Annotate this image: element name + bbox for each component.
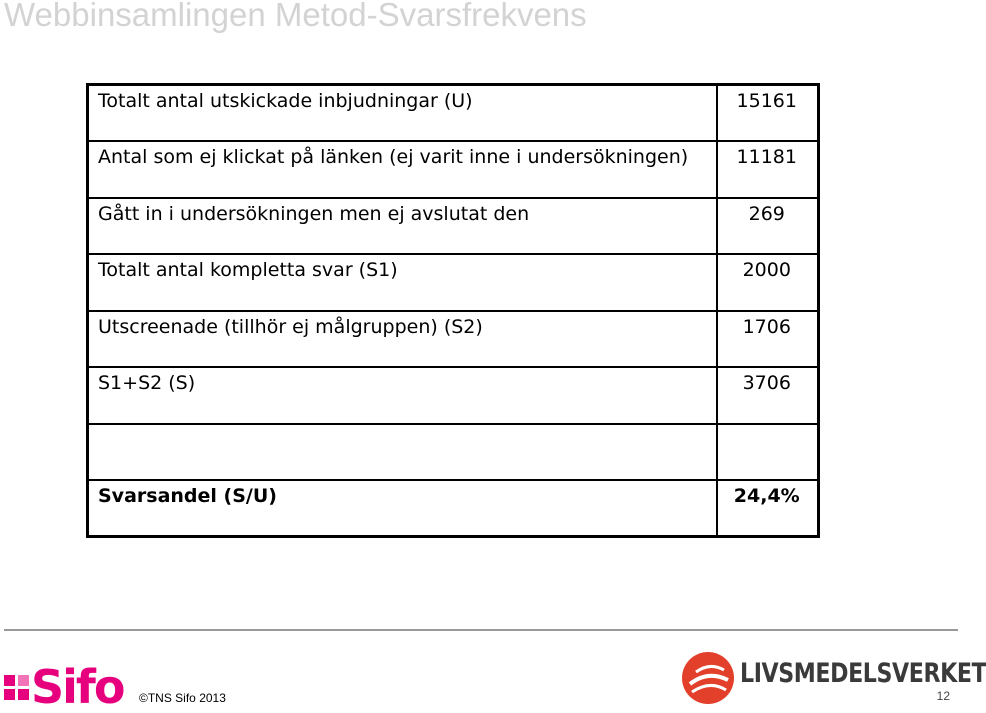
slide-title: Webbinsamlingen Metod-Svarsfrekvens <box>4 0 587 33</box>
table-row <box>88 198 819 255</box>
row-label: S1+S2 (S) <box>88 367 717 424</box>
row-label: Svarsandel (S/U) <box>88 480 717 537</box>
livsmedelsverket-logo-text: LIVSMEDELSVERKET <box>740 658 986 689</box>
table-row <box>88 254 819 311</box>
sifo-logo-text: Sifo <box>31 660 124 713</box>
row-label: Utscreenade (tillhör ej målgruppen) (S2) <box>88 311 717 368</box>
row-label <box>88 424 717 481</box>
table-row <box>88 311 819 368</box>
table-row <box>88 367 819 424</box>
response-rate-table <box>86 83 820 538</box>
table-row <box>88 85 819 142</box>
row-label: Gått in i undersökningen men ej avslutat den <box>88 198 717 255</box>
row-label: Totalt antal utskickade inbjudningar (U) <box>88 85 717 142</box>
footer-divider <box>4 629 958 631</box>
row-label: Antal som ej klickat på länken (ej varit inne i undersökningen) <box>88 141 717 198</box>
row-value: 1706 <box>717 311 819 368</box>
row-value: 3706 <box>717 367 819 424</box>
row-value: 269 <box>717 198 819 255</box>
row-value: 24,4% <box>717 480 819 537</box>
page-number: 12 <box>936 689 950 703</box>
sifo-logo <box>4 659 132 713</box>
livsmedelsverket-emblem-icon <box>680 650 736 706</box>
row-value: 2000 <box>717 254 819 311</box>
table-row <box>88 141 819 198</box>
table-row-result <box>88 480 819 537</box>
row-label: Totalt antal kompletta svar (S1) <box>88 254 717 311</box>
row-value <box>717 424 819 481</box>
row-value: 11181 <box>717 141 819 198</box>
row-value: 15161 <box>717 85 819 142</box>
table-row-empty <box>88 424 819 481</box>
copyright-text: ©TNS Sifo 2013 <box>139 691 226 705</box>
